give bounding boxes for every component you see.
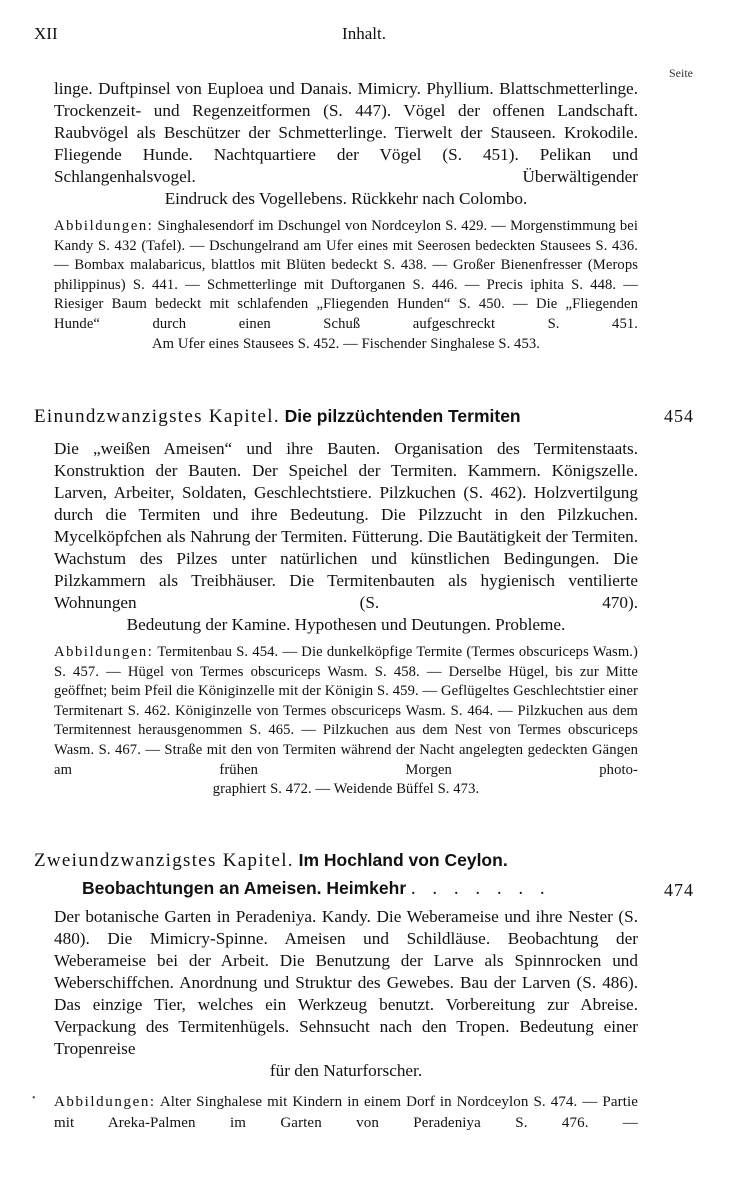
chapter22-contents: [54, 906, 638, 1082]
leader-dots: . . . . . . .: [410, 878, 551, 899]
margin-mark: •: [32, 1093, 36, 1104]
chapter22-body-last: für den Naturforscher.: [269, 1061, 423, 1080]
chapter21-body-text: Die „weißen Ameisen“ und ihre Bauten. Organisation des Termitenstaats. Konstruktion der Bauten. Der Speichel der Termiten. Kammern. Königszelle. Larven, Arbeiter, Soldaten, Geschlechtstiere. Pilzkuchen (S. 462). Holzvertilgung durch die Termiten und ihre Bedeutung. Die Pilzzucht in den Pilzkuchen. Mycelköpfchen als Nahrung der Termiten. Fütterung. Die Bautätigkeit der Termiten. Wachstum des Pilzes unter natürlichen und künstlichen Bedingungen. Die Pilzkammern als Treibhäuser. Die Termitenbauten als hygienisch ventilierte Wohnungen (S. 470).: [54, 439, 638, 612]
chapter22-body: [54, 906, 638, 1060]
chapter21-heading: [34, 406, 694, 428]
chapter22-illustrations-text: [54, 1092, 638, 1134]
illustrations-list: Singhalesendorf im Dschungel von Nordceylon S. 429. — Morgenstimmung bei Kandy S. 432 (Tafel). — Dschungelrand am Ufer eines mit Seerosen bedeckten Stausees S. 436. — Bombax malabaricus, blattlos mit Blüten bedeckt S. 438. — Großer Bienenfresser (Merops philippinus) S. 441. — Schmetterlinge mit Duftorganen S. 446. — Precis iphita S. 448. — Riesiger Baum bedeckt mit schlafenden „Fliegenden Hunden“ S. 450. — Die „Fliegenden Hunde“ durch einen Schuß aufgeschreckt S. 451.: [54, 218, 638, 332]
chapter22-illustrations: [54, 1092, 638, 1134]
chapter20-contents: [54, 78, 638, 210]
chapter21-illustrations-last: graphiert S. 472. — Weidende Büffel S. 473.: [212, 781, 480, 798]
illustrations-list: Termitenbau S. 454. — Die dunkelköpfige Termite (Termes obscuriceps Wasm.) S. 457. — Hügel von Termes obscuriceps Wasm. S. 458. — Derselbe Hügel, bis zur Mitte geöffnet; beim Pfeil die Königinzelle mit der Königin S. 459. — Geflügeltes Geschlechtstier einer Termitenart S. 462. Königinzelle von Termes obscuriceps Wasm. S. 464. — Pilzkuchen aus dem Termitennest herausgenommen S. 465. — Pilzkuchen aus dem Nest von Termes obscuriceps Wasm. S. 467. — Straße mit den von Termiten während der Nacht angelegten gedeckten Gängen am frühen Morgen photo-: [54, 644, 638, 778]
chapter22-heading: [34, 850, 694, 910]
chapter21-page: 454: [664, 406, 694, 426]
illustrations-label: Abbildungen:: [54, 218, 154, 234]
chapter22-ordinal: Zweiundzwanzigstes Kapitel.: [34, 850, 294, 871]
chapter21-contents: [54, 438, 638, 636]
chapter21-body-last: Bedeutung der Kamine. Hypothesen und Deutungen. Probleme.: [126, 615, 566, 634]
chapter20-illustrations-text: [54, 217, 638, 335]
chapter21-title: Die pilzzüchtenden Termiten: [284, 406, 521, 426]
illustrations-label: Abbildungen:: [54, 644, 154, 660]
page-column-label: Seite: [669, 66, 693, 80]
chapter22-heading-line2: [34, 878, 694, 900]
running-title: Inhalt.: [342, 24, 386, 43]
chapter22-page: 474: [664, 880, 694, 900]
chapter21-illustrations: [54, 643, 638, 800]
illustrations-label: Abbildungen:: [54, 1094, 156, 1110]
chapter22-title-line2: Beobachtungen an Ameisen. Heimkehr: [82, 878, 407, 898]
chapter20-illustrations-last: Am Ufer eines Stausees S. 452. — Fischender Singhalese S. 453.: [151, 335, 541, 352]
chapter22-title-line1: Im Hochland von Ceylon.: [298, 850, 508, 870]
page-header: [34, 24, 694, 46]
page-number: XII: [34, 24, 58, 43]
chapter21-illustrations-text: [54, 643, 638, 780]
chapter22-heading-line1: [34, 850, 694, 872]
chapter20-illustrations: [54, 217, 638, 354]
chapter20-body: [54, 78, 638, 188]
chapter22-body-text: Der botanische Garten in Peradeniya. Kandy. Die Weberameise und ihre Nester (S. 480). Die Mimicry-Spinne. Ameisen und Schildläuse. Beobachtung der Weberameise bei der Arbeit. Die Benutzung der Larve als Spinnrocken und Weberschiffchen. Anordnung und Struktur des Gewebes. Bau der Larven (S. 486). Das einzige Tier, welches ein Werkzeug benutzt. Vorbereitung zur Abreise. Verpackung des Termitenhügels. Sehnsucht nach den Tropen. Bedeutung einer Tropenreise: [54, 907, 638, 1058]
illustrations-list: Alter Singhalese mit Kindern in einem Dorf in Nordceylon S. 474. — Partie mit Areka-Palmen im Garten von Peradeniya S. 476. —: [54, 1094, 638, 1131]
chapter21-ordinal: Einundzwanzigstes Kapitel.: [34, 406, 280, 427]
chapter20-body-text: linge. Duftpinsel von Euploea und Danais. Mimicry. Phyllium. Blattschmetterlinge. Trockenzeit- und Regenzeitformen (S. 447). Vögel der offenen Landschaft. Raubvögel als Beschützer der Schmetterlinge. Tierwelt der Stauseen. Krokodile. Fliegende Hunde. Nachtquartiere der Vögel (S. 451). Pelikan und Schlangenhalsvogel. Überwältigender: [54, 79, 638, 186]
chapter20-body-last: Eindruck des Vogellebens. Rückkehr nach Colombo.: [164, 189, 528, 208]
chapter21-body: [54, 438, 638, 614]
